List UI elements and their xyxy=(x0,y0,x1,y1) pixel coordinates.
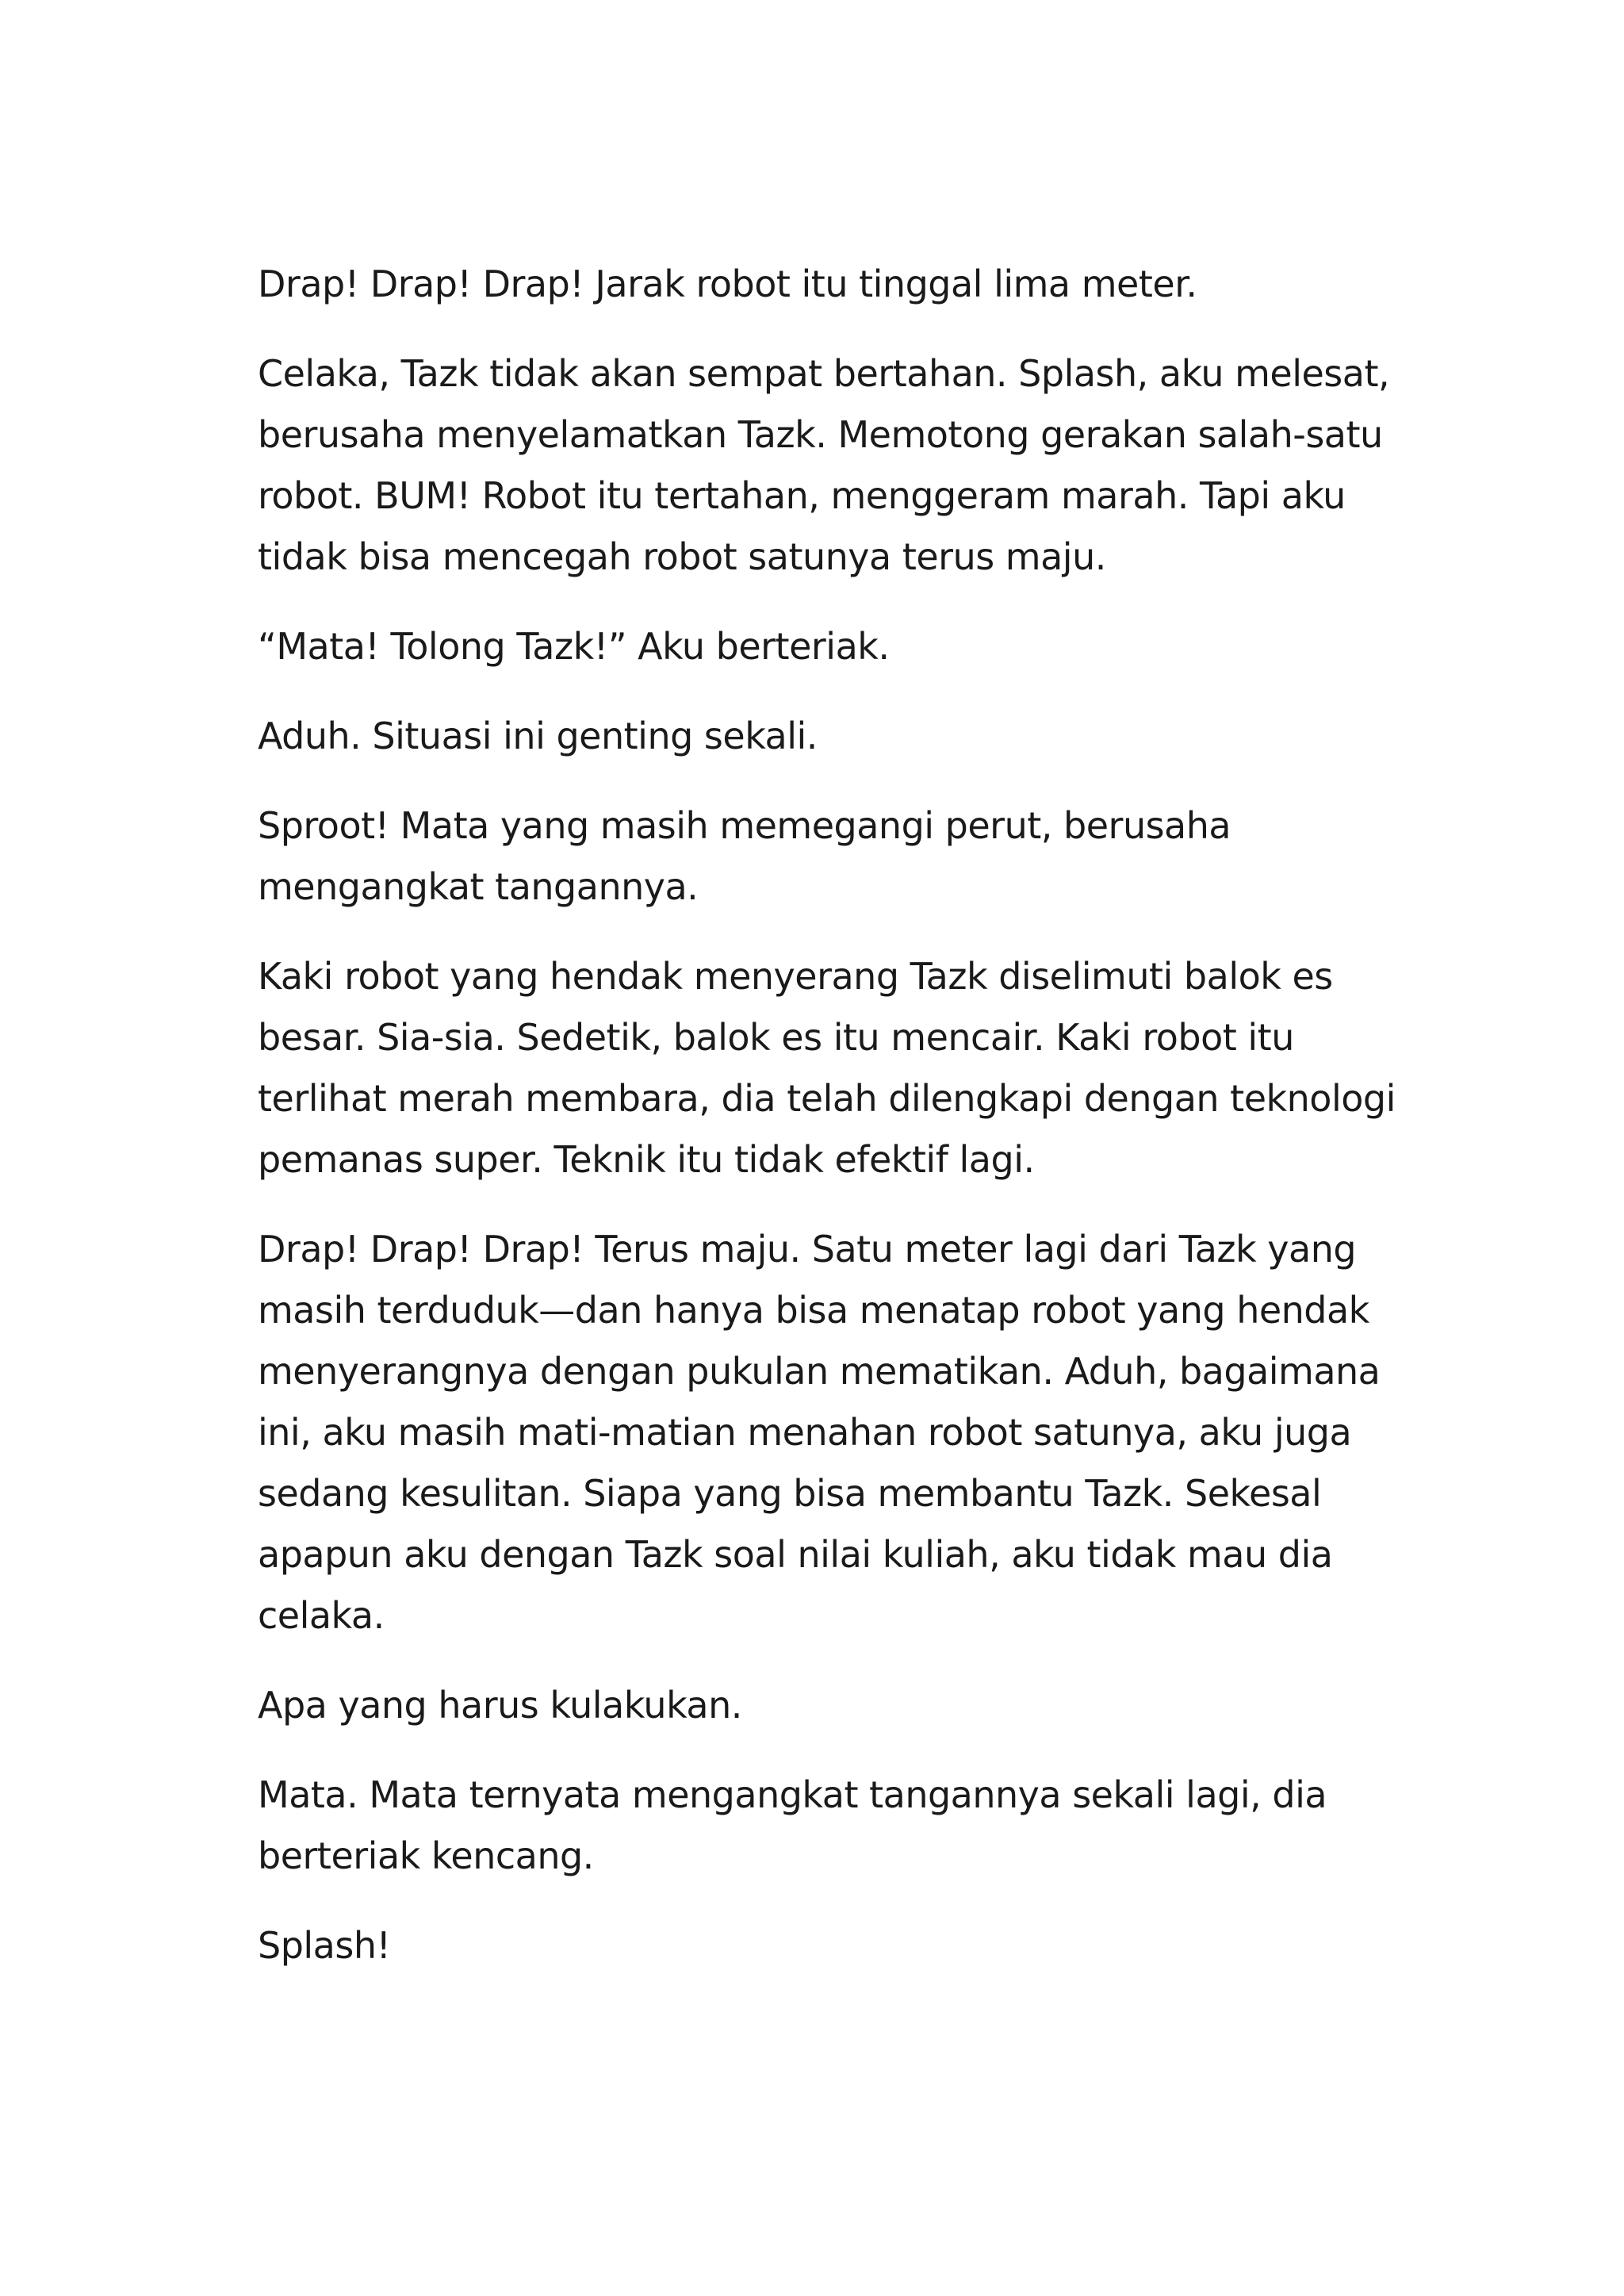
story-text xyxy=(258,254,1408,2005)
paragraph-6: Kaki robot yang hendak menyerang Tazk diselimuti balok es besar. Sia-sia. Sedetik, balok es itu mencair. Kaki robot itu terlihat merah membara, dia telah dilengkapi dengan teknologi pemanas super. Teknik itu tidak efektif lagi. xyxy=(258,955,1396,1181)
paragraph-9: Mata. Mata ternyata mengangkat tangannya sekali lagi, dia berteriak kencang. xyxy=(258,1773,1327,1877)
paragraph-1: Drap! Drap! Drap! Jarak robot itu tinggal lima meter. xyxy=(258,263,1197,305)
paragraph-3: “Mata! Tolong Tazk!” Aku berteriak. xyxy=(258,625,890,668)
paragraph-5: Sproot! Mata yang masih memegangi perut, berusaha mengangkat tangannya. xyxy=(258,804,1231,908)
paragraph-10: Splash! xyxy=(258,1924,391,1967)
paragraph-2: Celaka, Tazk tidak akan sempat bertahan. Splash, aku melesat, berusaha menyelamatkan Tazk. Memotong gerakan salah-satu robot. BUM! Robot itu tertahan, menggeram marah. Tapi aku tidak bisa mencegah robot satunya terus maju. xyxy=(258,352,1390,578)
paragraph-4: Aduh. Situasi ini genting sekali. xyxy=(258,715,818,757)
paragraph-7: Drap! Drap! Drap! Terus maju. Satu meter lagi dari Tazk yang masih terduduk—dan hanya bisa menatap robot yang hendak menyerangnya dengan pukulan mematikan. Aduh, bagaimana ini, aku masih mati-matian menahan robot satunya, aku juga sedang kesulitan. Siapa yang bisa membantu Tazk. Sekesal apapun aku dengan Tazk soal nilai kuliah, aku tidak mau dia celaka. xyxy=(258,1228,1381,1637)
paragraph-8: Apa yang harus kulakukan. xyxy=(258,1684,742,1727)
